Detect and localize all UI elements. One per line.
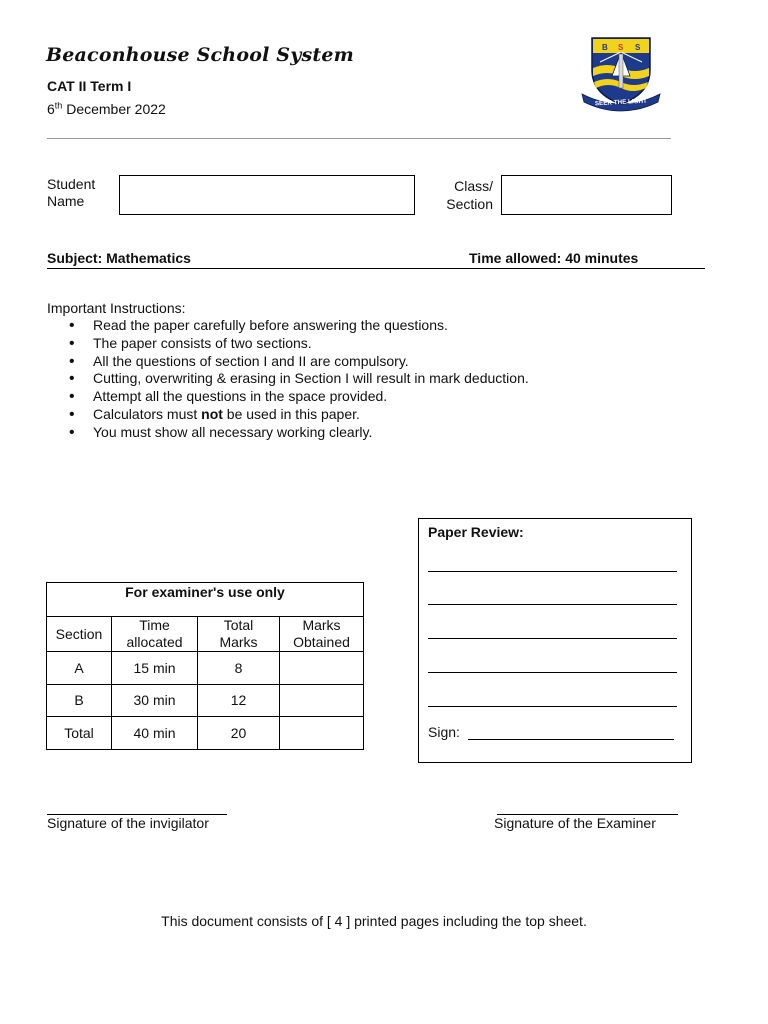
- review-line[interactable]: [428, 638, 677, 639]
- table-cell: 20: [198, 717, 280, 750]
- examiner-table: [46, 582, 364, 750]
- instruction-item: • The paper consists of two sections.: [69, 335, 529, 353]
- table-row: [47, 652, 364, 685]
- table-cell: 30 min: [112, 684, 198, 717]
- table-header: Total Marks: [198, 617, 280, 652]
- table-row: [47, 684, 364, 717]
- student-name-label-line1: Student: [47, 176, 96, 192]
- subject-label: Subject: Mathematics: [47, 250, 191, 266]
- table-cell: 12: [198, 684, 280, 717]
- class-label-line2: Section: [446, 196, 493, 212]
- instruction-item: • Cutting, overwriting & erasing in Section I will result in mark deduction.: [69, 370, 529, 388]
- review-line[interactable]: [428, 604, 677, 605]
- instruction-item: • You must show all necessary working clearly.: [69, 424, 529, 442]
- subject-divider: [47, 268, 705, 269]
- marks-obtained-cell[interactable]: [280, 684, 364, 717]
- school-crest-logo: [578, 32, 664, 114]
- date-suffix: th: [54, 100, 63, 111]
- exam-date: [47, 101, 166, 117]
- date-rest: December 2022: [62, 101, 166, 117]
- review-line[interactable]: [428, 672, 677, 673]
- invigilator-signature-label: Signature of the invigilator: [47, 815, 209, 831]
- logo-letter: S: [635, 43, 641, 52]
- examiner-signature-label: Signature of the Examiner: [494, 815, 656, 831]
- page-count-note: This document consists of [ 4 ] printed pages including the top sheet.: [161, 913, 587, 929]
- student-name-box[interactable]: [119, 175, 415, 215]
- review-sign-line[interactable]: [468, 739, 674, 740]
- instruction-item: • Read the paper carefully before answering the questions.: [69, 317, 529, 335]
- table-cell: 15 min: [112, 652, 198, 685]
- instruction-item: • All the questions of section I and II are compulsory.: [69, 353, 529, 371]
- review-line[interactable]: [428, 571, 677, 572]
- table-cell: 8: [198, 652, 280, 685]
- table-title: For examiner's use only: [47, 583, 364, 617]
- table-cell: B: [47, 684, 112, 717]
- logo-motto: SEEK THE LIGHT: [594, 97, 648, 108]
- class-section-label: [436, 177, 493, 213]
- logo-letter: B: [602, 43, 608, 52]
- table-cell: 40 min: [112, 717, 198, 750]
- table-cell: A: [47, 652, 112, 685]
- table-header: Marks Obtained: [280, 617, 364, 652]
- instructions-heading: Important Instructions:: [47, 300, 186, 316]
- table-header: Time allocated: [112, 617, 198, 652]
- table-cell: Total: [47, 717, 112, 750]
- instructions-list: [69, 317, 529, 442]
- student-name-label-line2: Name: [47, 193, 85, 209]
- marks-obtained-cell[interactable]: [280, 717, 364, 750]
- logo-letter: S: [618, 43, 624, 52]
- exam-title: CAT II Term I: [47, 78, 132, 94]
- time-allowed-label: Time allowed: 40 minutes: [469, 250, 639, 266]
- table-header: Section: [47, 617, 112, 652]
- date-day: 6: [47, 101, 55, 117]
- paper-review-title: Paper Review:: [428, 524, 524, 540]
- table-row: [47, 717, 364, 750]
- instruction-item: • Attempt all the questions in the space provided.: [69, 388, 529, 406]
- class-label-line1: Class/: [454, 178, 493, 194]
- instruction-item: • Calculators must not be used in this paper.: [69, 406, 529, 424]
- header-divider: [47, 138, 671, 139]
- school-name: Beaconhouse School System: [46, 44, 354, 66]
- review-line[interactable]: [428, 706, 677, 707]
- marks-obtained-cell[interactable]: [280, 652, 364, 685]
- review-sign-label: Sign:: [428, 724, 460, 740]
- student-name-label: [47, 176, 95, 210]
- class-section-box[interactable]: [501, 175, 672, 215]
